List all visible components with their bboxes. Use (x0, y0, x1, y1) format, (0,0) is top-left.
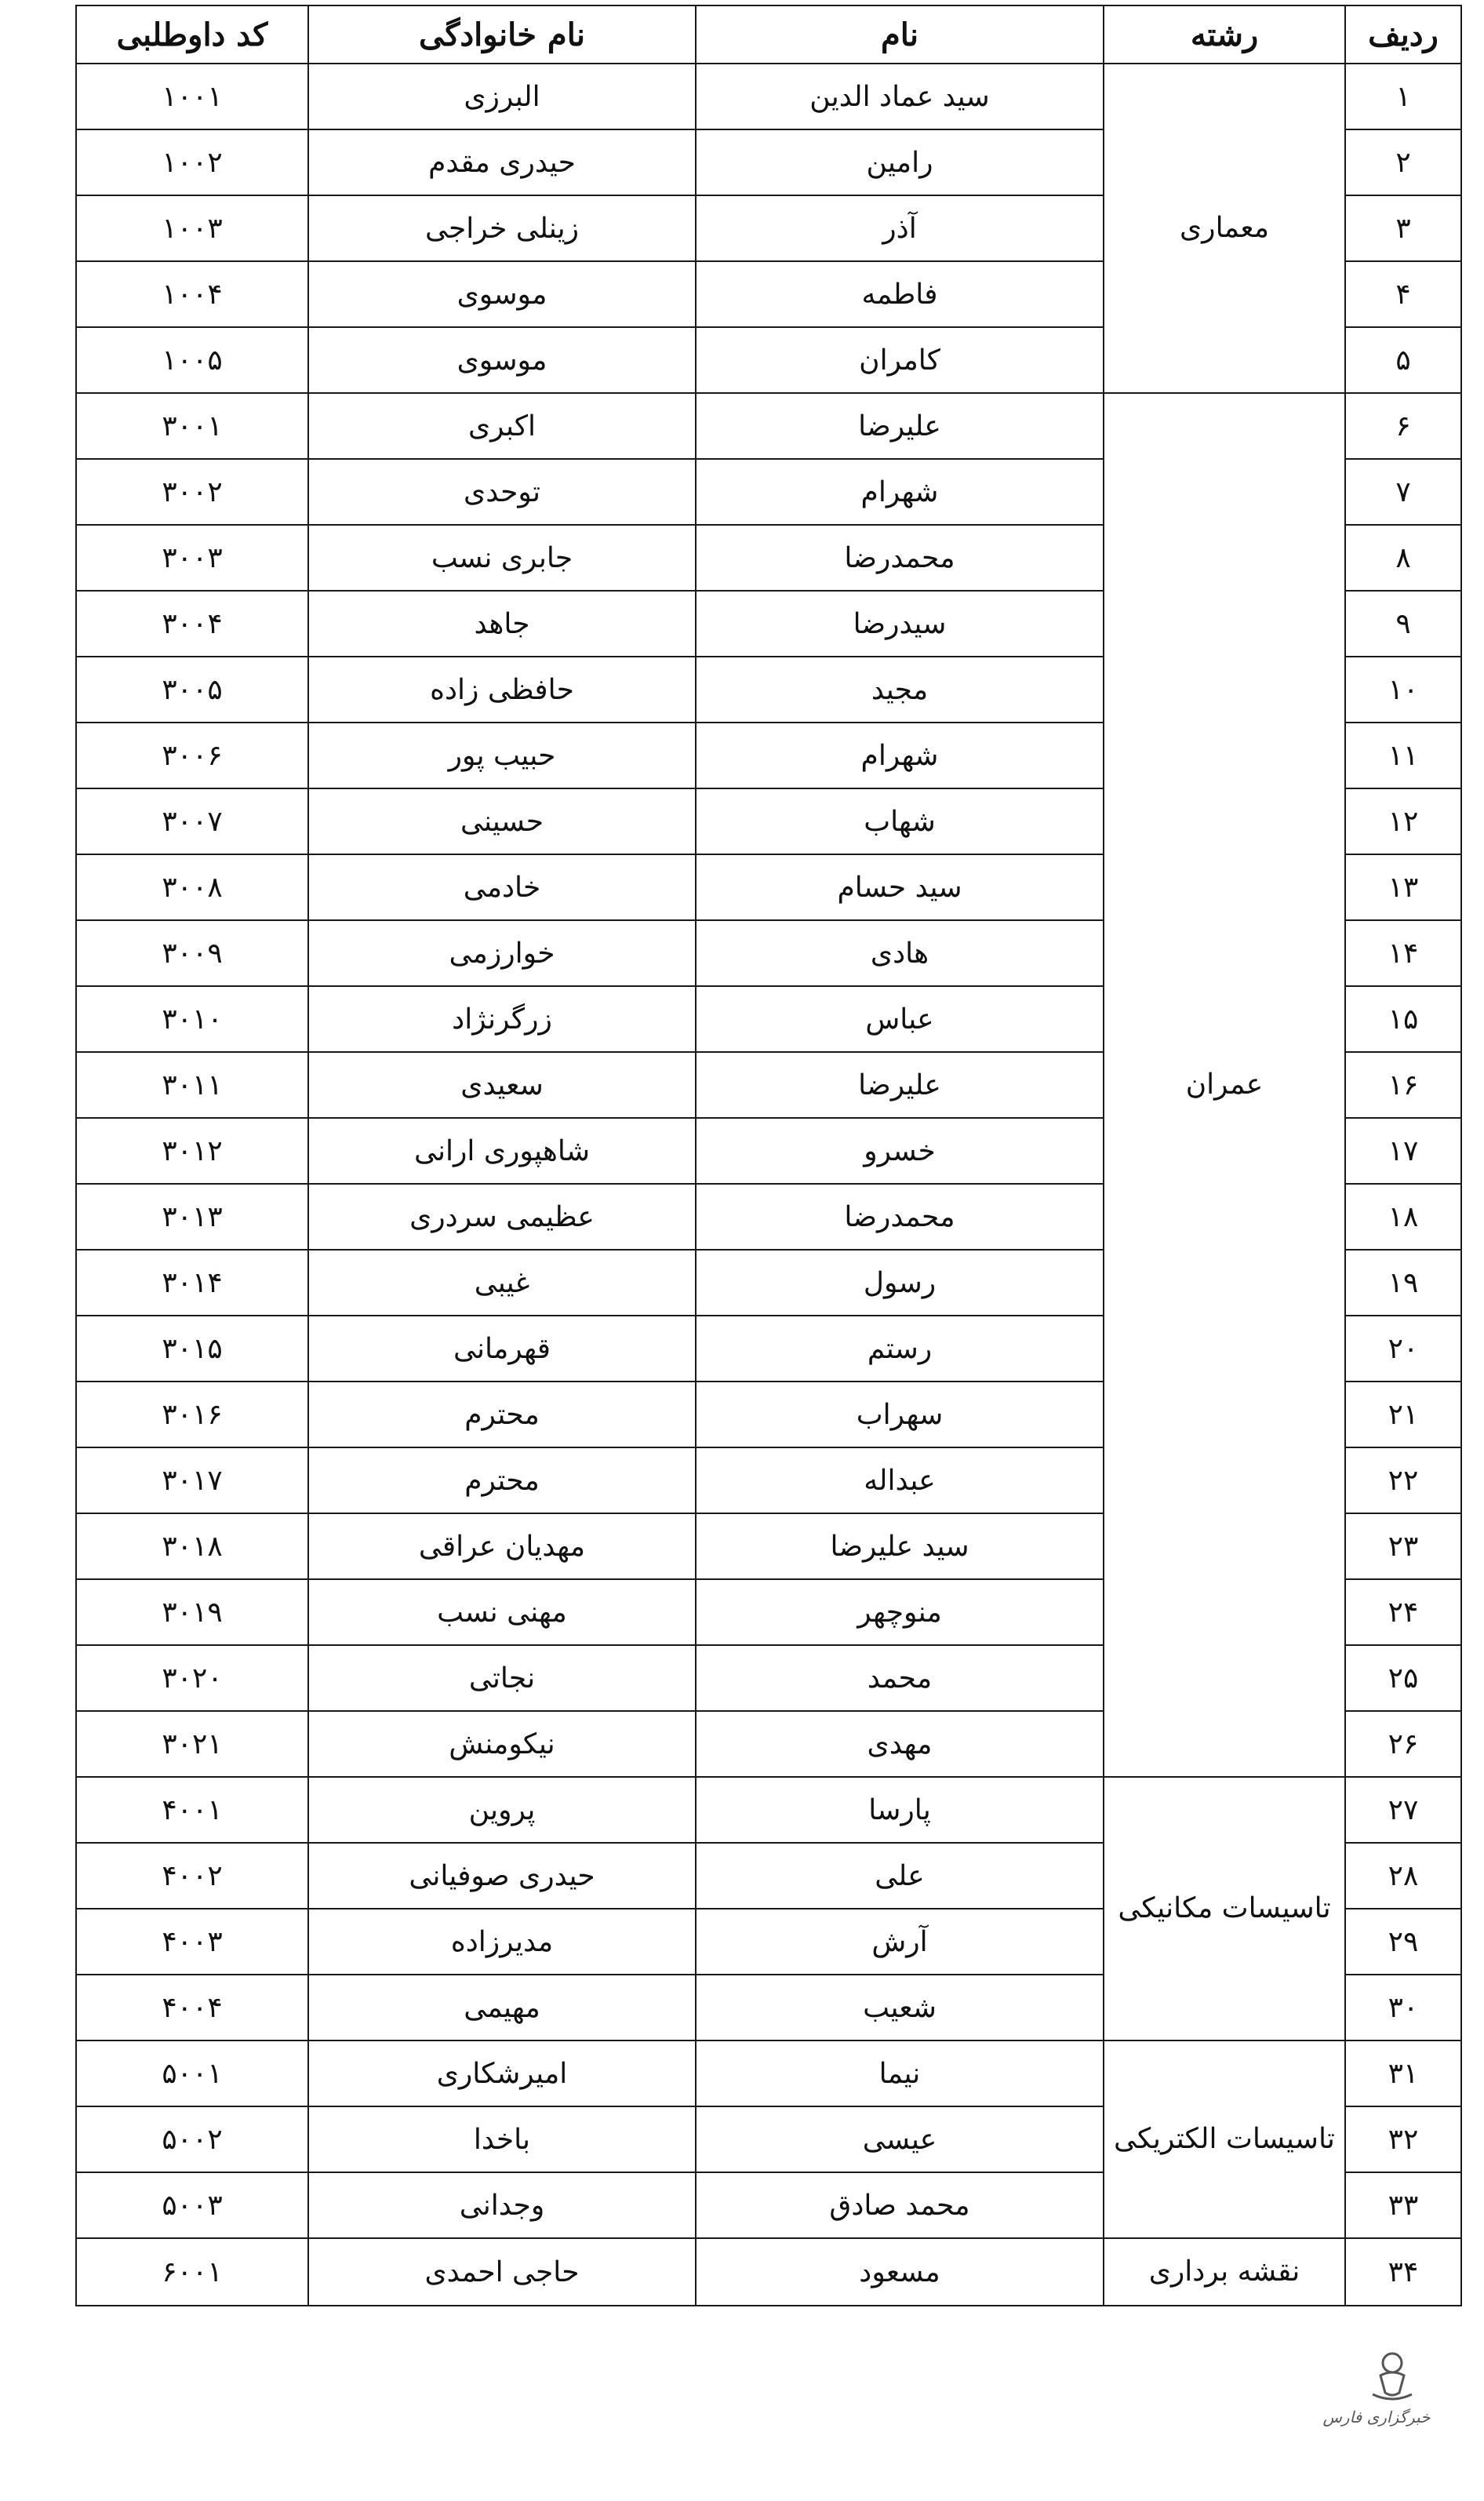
first-name-cell: شهاب (696, 788, 1104, 854)
candidate-code-cell: ۴۰۰۱ (76, 1777, 308, 1843)
first-name-cell: علی (696, 1843, 1104, 1909)
candidate-code-cell: ۳۰۰۴ (76, 591, 308, 657)
row-number-cell: ۲۸ (1345, 1843, 1461, 1909)
row-number-cell: ۹ (1345, 591, 1461, 657)
first-name-cell: محمد صادق (696, 2172, 1104, 2238)
first-name-cell: سهراب (696, 1382, 1104, 1447)
first-name-cell: آذر (696, 195, 1104, 261)
candidate-code-cell: ۵۰۰۱ (76, 2040, 308, 2106)
first-name-cell: محمدرضا (696, 1184, 1104, 1250)
row-number-cell: ۲۹ (1345, 1909, 1461, 1975)
row-number-cell: ۳۴ (1345, 2238, 1461, 2306)
last-name-cell: مدیرزاده (308, 1909, 696, 1975)
field-cell: عمران (1104, 393, 1345, 1777)
table-header (76, 5, 1461, 64)
last-name-cell: مهیمی (308, 1975, 696, 2040)
last-name-cell: محترم (308, 1382, 696, 1447)
row-number-cell: ۲۳ (1345, 1513, 1461, 1579)
last-name-cell: خادمی (308, 854, 696, 920)
first-name-cell: محمد (696, 1645, 1104, 1711)
candidate-code-cell: ۳۰۱۲ (76, 1118, 308, 1184)
last-name-cell: اکبری (308, 393, 696, 459)
first-name-cell: کامران (696, 327, 1104, 393)
table-row (76, 2238, 1461, 2306)
last-name-cell: مهدیان عراقی (308, 1513, 696, 1579)
last-name-cell: نجاتی (308, 1645, 696, 1711)
last-name-cell: حیدری مقدم (308, 129, 696, 195)
first-name-cell: هادی (696, 920, 1104, 986)
last-name-cell: جاهد (308, 591, 696, 657)
last-name-cell: امیرشکاری (308, 2040, 696, 2106)
candidate-code-cell: ۳۰۱۵ (76, 1316, 308, 1382)
last-name-cell: توحدی (308, 459, 696, 525)
row-number-cell: ۳۳ (1345, 2172, 1461, 2238)
candidate-code-cell: ۳۰۰۳ (76, 525, 308, 591)
last-name-cell: حبیب پور (308, 723, 696, 788)
candidate-code-cell: ۴۰۰۳ (76, 1909, 308, 1975)
last-name-cell: موسوی (308, 327, 696, 393)
last-name-cell: محترم (308, 1447, 696, 1513)
last-name-cell: نیکومنش (308, 1711, 696, 1777)
last-name-cell: غیبی (308, 1250, 696, 1316)
table-body (76, 64, 1461, 2306)
row-number-cell: ۴ (1345, 261, 1461, 327)
table-row (76, 64, 1461, 129)
last-name-cell: موسوی (308, 261, 696, 327)
last-name-cell: زرگرنژاد (308, 986, 696, 1052)
header-candidate-code: کد داوطلبی (76, 5, 308, 64)
candidate-code-cell: ۳۰۱۹ (76, 1579, 308, 1645)
last-name-cell: مهنی نسب (308, 1579, 696, 1645)
field-cell: تاسیسات مکانیکی (1104, 1777, 1345, 2040)
logo-text: خبرگزاری فارس (1322, 2408, 1431, 2426)
header-last-name: نام خانوادگی (308, 5, 696, 64)
candidate-code-cell: ۴۰۰۲ (76, 1843, 308, 1909)
first-name-cell: علیرضا (696, 393, 1104, 459)
first-name-cell: پارسا (696, 1777, 1104, 1843)
first-name-cell: مجید (696, 657, 1104, 723)
candidate-code-cell: ۳۰۱۳ (76, 1184, 308, 1250)
first-name-cell: محمدرضا (696, 525, 1104, 591)
first-name-cell: علیرضا (696, 1052, 1104, 1118)
first-name-cell: نیما (696, 2040, 1104, 2106)
first-name-cell: شهرام (696, 459, 1104, 525)
last-name-cell: البرزی (308, 64, 696, 129)
candidate-code-cell: ۱۰۰۱ (76, 64, 308, 129)
table-row (76, 393, 1461, 459)
first-name-cell: رستم (696, 1316, 1104, 1382)
candidate-code-cell: ۱۰۰۵ (76, 327, 308, 393)
row-number-cell: ۶ (1345, 393, 1461, 459)
first-name-cell: خسرو (696, 1118, 1104, 1184)
row-number-cell: ۱۸ (1345, 1184, 1461, 1250)
first-name-cell: سید علیرضا (696, 1513, 1104, 1579)
row-number-cell: ۱۰ (1345, 657, 1461, 723)
row-number-cell: ۳۱ (1345, 2040, 1461, 2106)
field-cell: نقشه برداری (1104, 2238, 1345, 2306)
row-number-cell: ۲۷ (1345, 1777, 1461, 1843)
first-name-cell: سید حسام (696, 854, 1104, 920)
last-name-cell: حسینی (308, 788, 696, 854)
candidate-code-cell: ۳۰۱۴ (76, 1250, 308, 1316)
row-number-cell: ۲۰ (1345, 1316, 1461, 1382)
row-number-cell: ۱۴ (1345, 920, 1461, 986)
last-name-cell: پروین (308, 1777, 696, 1843)
row-number-cell: ۱۶ (1345, 1052, 1461, 1118)
table-row (76, 1777, 1461, 1843)
first-name-cell: مسعود (696, 2238, 1104, 2306)
last-name-cell: زینلی خراجی (308, 195, 696, 261)
candidate-code-cell: ۳۰۲۱ (76, 1711, 308, 1777)
candidate-code-cell: ۵۰۰۳ (76, 2172, 308, 2238)
header-first-name: نام (696, 5, 1104, 64)
candidate-code-cell: ۱۰۰۳ (76, 195, 308, 261)
candidate-code-cell: ۱۰۰۲ (76, 129, 308, 195)
row-number-cell: ۱۹ (1345, 1250, 1461, 1316)
candidate-code-cell: ۳۰۰۹ (76, 920, 308, 986)
row-number-cell: ۲۱ (1345, 1382, 1461, 1447)
candidates-table (75, 5, 1462, 2306)
row-number-cell: ۳۰ (1345, 1975, 1461, 2040)
candidate-code-cell: ۶۰۰۱ (76, 2238, 308, 2306)
last-name-cell: باخدا (308, 2106, 696, 2172)
first-name-cell: سیدرضا (696, 591, 1104, 657)
row-number-cell: ۷ (1345, 459, 1461, 525)
row-number-cell: ۱۳ (1345, 854, 1461, 920)
last-name-cell: شاهپوری ارانی (308, 1118, 696, 1184)
row-number-cell: ۳۲ (1345, 2106, 1461, 2172)
last-name-cell: جابری نسب (308, 525, 696, 591)
last-name-cell: وجدانی (308, 2172, 696, 2238)
first-name-cell: فاطمه (696, 261, 1104, 327)
last-name-cell: قهرمانی (308, 1316, 696, 1382)
first-name-cell: رسول (696, 1250, 1104, 1316)
candidate-code-cell: ۳۰۰۱ (76, 393, 308, 459)
candidate-code-cell: ۵۰۰۲ (76, 2106, 308, 2172)
row-number-cell: ۱۱ (1345, 723, 1461, 788)
news-agency-logo-icon (1318, 2346, 1435, 2432)
candidate-code-cell: ۳۰۲۰ (76, 1645, 308, 1711)
field-cell: تاسیسات الکتریکی (1104, 2040, 1345, 2238)
last-name-cell: حیدری صوفیانی (308, 1843, 696, 1909)
row-number-cell: ۲۵ (1345, 1645, 1461, 1711)
candidate-code-cell: ۳۰۱۰ (76, 986, 308, 1052)
last-name-cell: حاجی احمدی (308, 2238, 696, 2306)
candidate-code-cell: ۳۰۰۲ (76, 459, 308, 525)
row-number-cell: ۲۶ (1345, 1711, 1461, 1777)
first-name-cell: رامین (696, 129, 1104, 195)
row-number-cell: ۲ (1345, 129, 1461, 195)
row-number-cell: ۲۴ (1345, 1579, 1461, 1645)
row-number-cell: ۳ (1345, 195, 1461, 261)
last-name-cell: حافظی زاده (308, 657, 696, 723)
header-row (76, 5, 1461, 64)
table-row (76, 2040, 1461, 2106)
candidate-code-cell: ۳۰۰۵ (76, 657, 308, 723)
candidate-code-cell: ۳۰۰۸ (76, 854, 308, 920)
field-cell: معماری (1104, 64, 1345, 393)
candidate-code-cell: ۳۰۰۶ (76, 723, 308, 788)
first-name-cell: شهرام (696, 723, 1104, 788)
first-name-cell: عبداله (696, 1447, 1104, 1513)
last-name-cell: سعیدی (308, 1052, 696, 1118)
candidate-code-cell: ۳۰۰۷ (76, 788, 308, 854)
header-field: رشته (1104, 5, 1345, 64)
row-number-cell: ۱۲ (1345, 788, 1461, 854)
first-name-cell: شعیب (696, 1975, 1104, 2040)
candidate-code-cell: ۳۰۱۱ (76, 1052, 308, 1118)
first-name-cell: مهدی (696, 1711, 1104, 1777)
candidates-table-container (75, 5, 1460, 2306)
first-name-cell: منوچهر (696, 1579, 1104, 1645)
row-number-cell: ۱ (1345, 64, 1461, 129)
candidate-code-cell: ۱۰۰۴ (76, 261, 308, 327)
last-name-cell: عظیمی سردری (308, 1184, 696, 1250)
row-number-cell: ۱۷ (1345, 1118, 1461, 1184)
row-number-cell: ۵ (1345, 327, 1461, 393)
row-number-cell: ۸ (1345, 525, 1461, 591)
first-name-cell: آرش (696, 1909, 1104, 1975)
header-row-number: ردیف (1345, 5, 1461, 64)
first-name-cell: عیسی (696, 2106, 1104, 2172)
candidate-code-cell: ۳۰۱۷ (76, 1447, 308, 1513)
last-name-cell: خوارزمی (308, 920, 696, 986)
first-name-cell: سید عماد الدین (696, 64, 1104, 129)
row-number-cell: ۲۲ (1345, 1447, 1461, 1513)
candidate-code-cell: ۳۰۱۸ (76, 1513, 308, 1579)
candidate-code-cell: ۴۰۰۴ (76, 1975, 308, 2040)
row-number-cell: ۱۵ (1345, 986, 1461, 1052)
candidate-code-cell: ۳۰۱۶ (76, 1382, 308, 1447)
first-name-cell: عباس (696, 986, 1104, 1052)
